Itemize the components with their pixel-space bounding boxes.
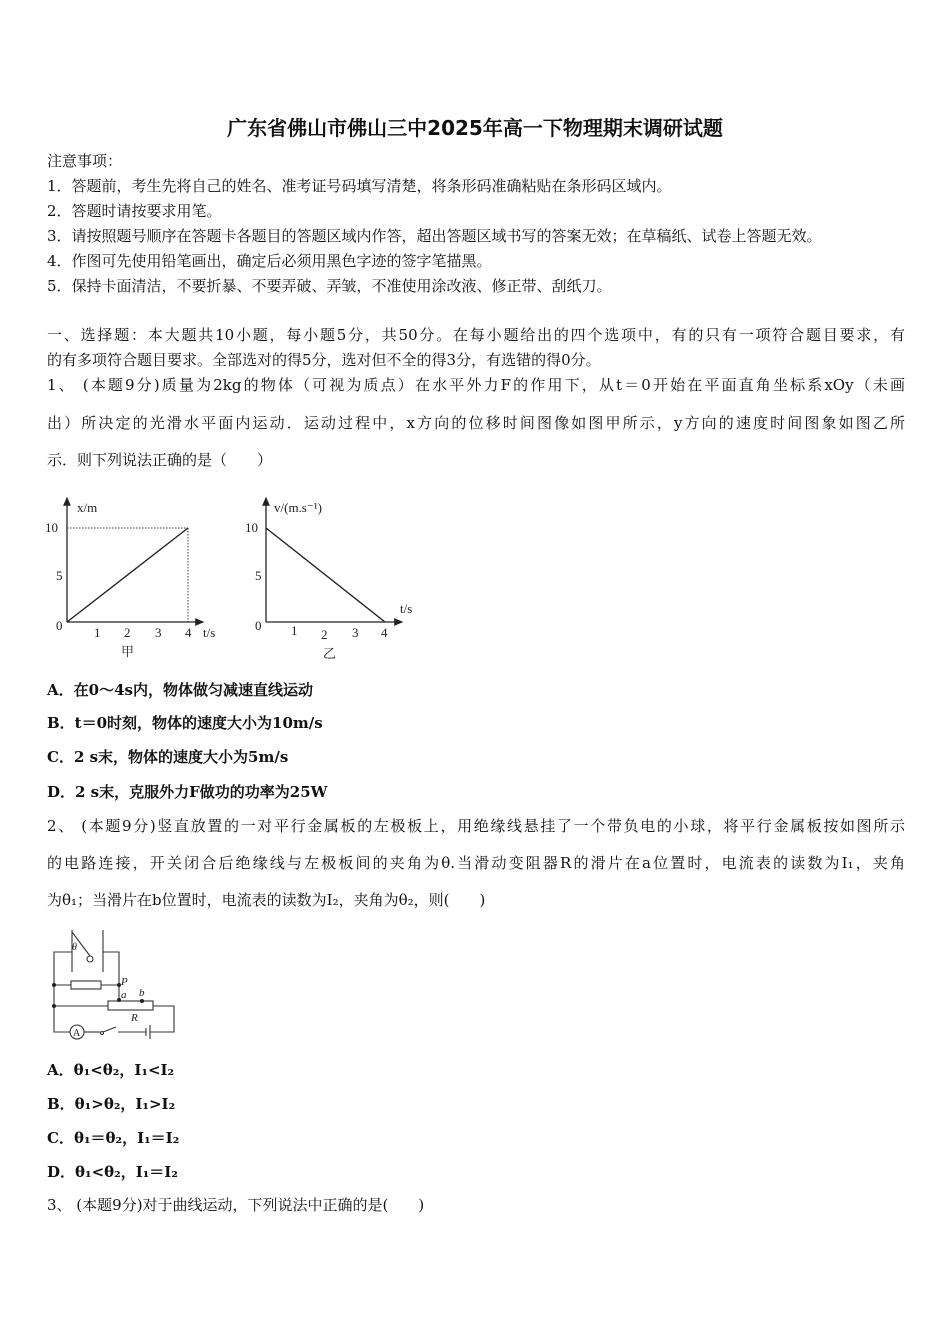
graph-displacement-time xyxy=(40,490,230,665)
question-1-text: 出）所决定的光滑水平面内运动．运动过程中，x方向的位移时间图像如图甲所示，y方向的速度时间图象如图乙所 xyxy=(47,414,905,432)
x-tick: 3 xyxy=(352,625,359,640)
notice-item: 5．保持卡面清洁，不要折暴、不要弄破、弄皱，不准使用涂改液、修正带、刮纸刀。 xyxy=(47,277,612,295)
x-tick: 3 xyxy=(155,625,162,640)
x-tick: 4 xyxy=(185,625,192,640)
option-b: B．t＝0时刻，物体的速度大小为10m/s xyxy=(47,714,323,732)
graph-velocity-time xyxy=(240,490,420,665)
y-tick: 0 xyxy=(56,618,63,633)
section-instructions: 的有多项符合题目要求。全部选对的得5分，选对但不全的得3分，有选错的得0分。 xyxy=(47,351,601,369)
option-d: D．θ₁<θ₂，I₁＝I₂ xyxy=(47,1163,178,1181)
option-a: A．在0～4s内，物体做匀减速直线运动 xyxy=(47,681,313,699)
option-d: D．2 s末，克服外力F做功的功率为25W xyxy=(47,783,328,801)
data-line xyxy=(266,528,385,622)
notice-item: 1．答题前，考生先将自己的姓名、准考证号码填写清楚，将条形码准确粘贴在条形码区域内。 xyxy=(47,177,672,195)
ammeter-label: A xyxy=(73,1028,81,1039)
section-instructions: 一、选择题：本大题共10小题，每小题5分，共50分。在每小题给出的四个选项中，有的只有一项符合题目要求，有 xyxy=(47,326,905,344)
x-tick: 2 xyxy=(124,625,131,640)
question-1-text: 示．则下列说法正确的是（ ） xyxy=(47,451,273,469)
y-tick: 0 xyxy=(255,618,262,633)
y-tick: 5 xyxy=(255,568,262,583)
resistor-r-label: R xyxy=(131,1012,138,1024)
notice-item: 4．作图可先使用铅笔画出，确定后必须用黑色字迹的签字笔描黑。 xyxy=(47,252,492,270)
x-tick: 2 xyxy=(321,627,328,642)
question-1-text: 1、 (本题9分)质量为2kg的物体（可视为质点）在水平外力F的作用下，从t＝0开始在平面直角坐标系xOy（未画 xyxy=(47,376,905,394)
option-b: B．θ₁>θ₂，I₁>I₂ xyxy=(47,1095,176,1113)
x-axis-label: t/s xyxy=(203,625,216,640)
option-a: A．θ₁<θ₂，I₁<I₂ xyxy=(47,1061,175,1079)
question-2-text: 为θ₁；当滑片在b位置时，电流表的读数为I₂，夹角为θ₂，则( ) xyxy=(47,891,486,909)
y-axis-label: v/(m.s⁻¹) xyxy=(274,500,322,515)
page-title: 广东省佛山市佛山三中2025年高一下物理期末调研试题 xyxy=(227,116,723,140)
question-2-text: 的电路连接，开关闭合后绝缘线与左极板间的夹角为θ.当滑动变阻器R的滑片在a位置时，电流表的读数为I₁，夹角 xyxy=(47,854,905,872)
x-axis-label: t/s xyxy=(400,601,413,616)
option-c: C．θ₁＝θ₂，I₁＝I₂ xyxy=(47,1129,180,1147)
option-c: C．2 s末，物体的速度大小为5m/s xyxy=(47,748,289,766)
point-a-label: a xyxy=(121,989,127,1001)
point-b-label: b xyxy=(139,987,145,999)
x-tick: 4 xyxy=(381,625,388,640)
data-line xyxy=(67,528,188,622)
x-tick: 1 xyxy=(94,625,101,640)
point-p-label: P xyxy=(121,976,128,988)
circuit-diagram xyxy=(40,920,190,1045)
y-tick: 10 xyxy=(45,520,58,535)
graph-caption: 乙 xyxy=(323,646,337,661)
notice-item: 3．请按照题号顺序在答题卡各题目的答题区域内作答，超出答题区域书写的答案无效；在草稿纸、试卷上答题无效。 xyxy=(47,227,822,245)
graph-caption: 甲 xyxy=(121,644,135,659)
x-tick: 1 xyxy=(291,623,298,638)
question-3-text: 3、 (本题9分)对于曲线运动，下列说法中正确的是( ) xyxy=(47,1196,425,1214)
y-axis-label: x/m xyxy=(77,500,98,515)
y-tick: 10 xyxy=(245,520,258,535)
notice-heading: 注意事项： xyxy=(47,152,123,170)
theta-label: θ xyxy=(72,942,77,953)
notice-item: 2．答题时请按要求用笔。 xyxy=(47,202,222,220)
question-2-text: 2、 (本题9分)竖直放置的一对平行金属板的左极板上，用绝缘线悬挂了一个带负电的小球，将平行金属板按如图所示 xyxy=(47,817,905,835)
y-tick: 5 xyxy=(56,568,63,583)
